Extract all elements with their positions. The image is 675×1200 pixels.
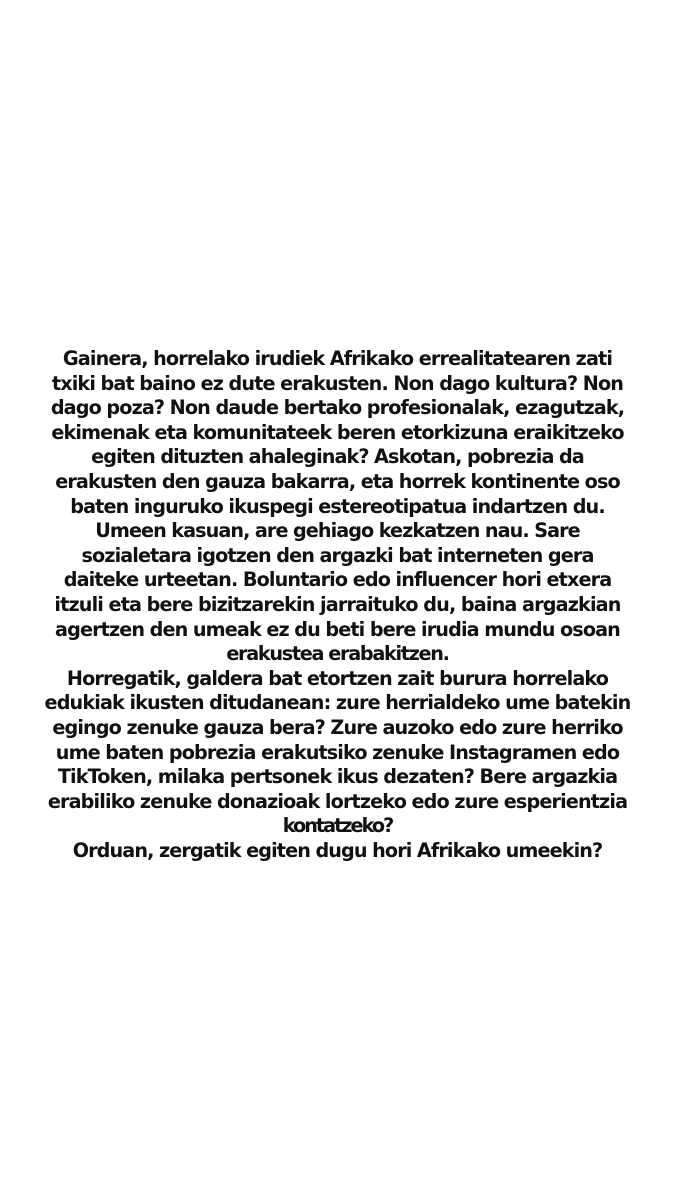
text-line: egingo zenuke gauza bera? Zure auzoko edo zure herriko <box>52 715 623 739</box>
text-line: TikToken, milaka pertsonek ikus dezaten? Bere argazkia <box>57 765 618 789</box>
text-line: Orduan, zergatik egiten dugu hori Afrikako umeekin? <box>72 838 603 862</box>
text-line: daiteke urteetan. Boluntario edo influencer hori etxera <box>63 568 612 592</box>
text-line: edukiak ikusten ditudanean: zure herrialdeko ume batekin <box>44 691 631 715</box>
text-line: erakustea erabakitzen. <box>226 642 449 666</box>
text-line: kontatzeko? <box>282 814 393 838</box>
text-line: ekimenak eta komunitateek beren etorkizuna eraikitzeko <box>51 420 624 444</box>
text-line: agertzen den umeak ez du beti bere irudia mundu osoan <box>55 617 620 641</box>
text-line: baten inguruko ikuspegi estereotipatua indartzen du. <box>70 494 605 518</box>
text-line: erabiliko zenuke donazioak lortzeko edo zure esperientzia <box>47 789 628 813</box>
text-line: Umeen kasuan, are gehiago kezkatzen nau. Sare <box>95 519 580 543</box>
story-text-block <box>0 347 675 863</box>
text-line: Gainera, horrelako irudiek Afrikako errealitatearen zati <box>62 347 613 370</box>
text-line: erakusten den gauza bakarra, eta horrek kontinente oso <box>55 469 620 493</box>
text-line: sozialetara igotzen den argazki bat interneten gera <box>81 543 594 567</box>
text-line: dago poza? Non daude bertako profesionalak, ezagutzak, <box>50 396 625 420</box>
text-line: itzuli eta bere bizitzarekin jarraituko du, baina argazkian <box>54 592 621 616</box>
text-line: ume baten pobrezia erakutsiko zenuke Instagramen edo <box>55 740 620 764</box>
text-line: egiten dituzten ahaleginak? Askotan, pobrezia da <box>91 445 584 469</box>
text-line: Horregatik, galdera bat etortzen zait burura horrelako <box>66 666 609 690</box>
text-line: txiki bat baino ez dute erakusten. Non dago kultura? Non <box>51 371 624 395</box>
